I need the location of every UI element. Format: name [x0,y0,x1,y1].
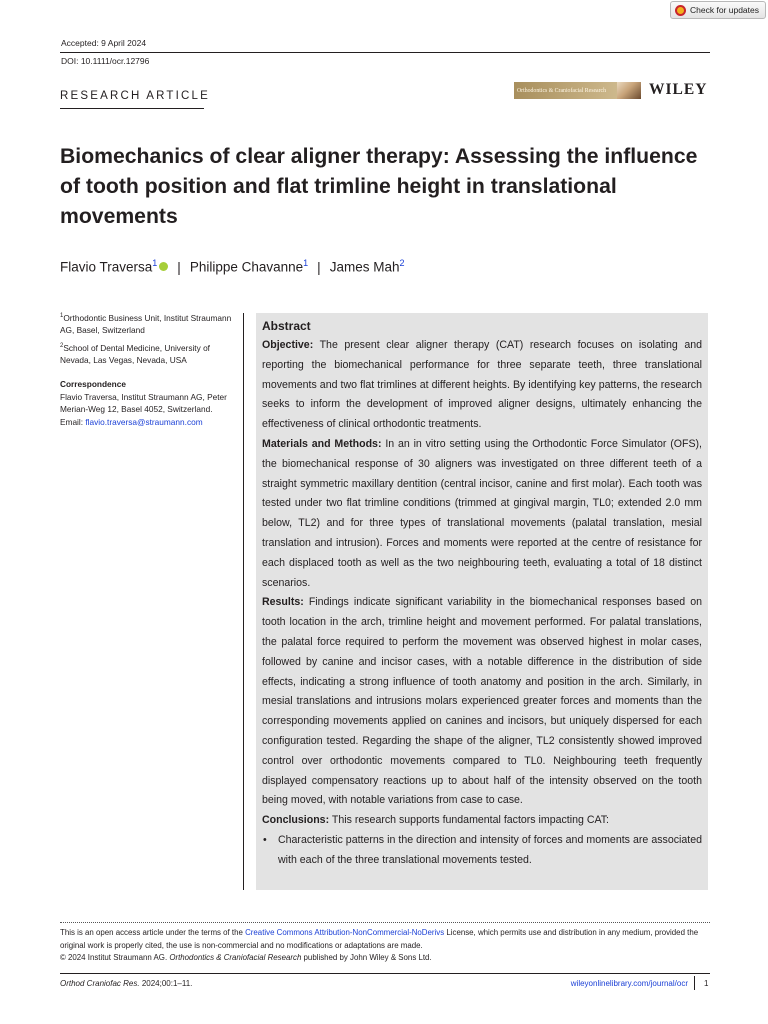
affiliation-text: School of Dental Medicine, University of Nevada, Las Vegas, Nevada, USA [60,342,210,366]
abstract-divider [243,313,244,890]
affiliation-text: Orthodontic Business Unit, Institut Straumann AG, Basel, Switzerland [60,312,232,336]
publisher-logo: WILEY [649,81,708,98]
conclusions-text: This research supports fundamental factors impacting CAT: [331,814,610,827]
header-divider [60,52,710,53]
journal-banner-text: Orthodontics & Craniofacial Research [514,82,617,99]
abstract-conclusions [262,811,702,831]
section-underline [60,108,204,109]
journal-banner-logo [514,82,641,99]
correspondence [60,378,232,428]
article-title: Biomechanics of clear aligner therapy: Assessing the influence of tooth position and flat trimline height in translational movements [60,145,698,228]
license-notice [60,927,710,965]
abstract-methods [262,435,702,593]
conclusion-bullet: • Characteristic patterns in the direction and intensity of forces and moments are associated with each of the three translational movements tested. [262,831,702,871]
footer-divider [60,973,710,974]
correspondence-address: Flavio Traversa, Institut Straumann AG, Peter Merian-Weg 12, Basel 4052, Switzerland. [60,391,227,414]
license-divider [60,922,710,923]
author-name[interactable]: Philippe Chavanne [189,259,304,275]
license-text-post: License, which permits use and distribution in any medium, provided the original work is properly cited, the use is non-commercial and no modifications or adaptations are made. [60,928,699,950]
citation-journal: Orthod Craniofac Res. [60,979,140,988]
copyright-journal: Orthodontics & Craniofacial Research [169,953,302,962]
affiliation [60,340,232,367]
abstract-heading: Abstract [262,319,311,333]
orcid-icon[interactable] [159,262,168,271]
author-name[interactable]: James Mah [329,259,400,275]
footer-separator [694,976,695,990]
abstract-box [256,313,708,890]
affiliation-sup: 1 [60,313,64,319]
journal-banner-photo [617,82,641,99]
journal-url-link[interactable]: wileyonlinelibrary.com/journal/ocr [570,979,688,988]
methods-label: Materials and Methods: [262,437,382,450]
author-affiliation-sup[interactable]: 2 [399,258,405,268]
citation-details: 2024;00:1–11. [139,979,193,988]
abstract-objective [262,336,702,435]
section-label: RESEARCH ARTICLE [60,90,211,102]
crossmark-icon [675,5,686,16]
license-link[interactable]: Creative Commons Attribution-NonCommercial-NoDerivs [245,928,445,937]
author-name[interactable]: Flavio Traversa [60,259,153,275]
results-text: Findings indicate significant variability in the biomechanical responses based on tooth location in the arch, trimline height and movement performed. For palatal translations, the palatal force required to perform the movement was observed highest in molar cases, followed by canine and incisor cases, with a notable difference in the distribution of side effects, indicating a strong influence of tooth anatomy and position in the arch. Similarly, in mesial translations and intrusions molars experienced greater forces and moments than the corresponding movements applied on canines and incisors, but uniquely dispersed for each configuration tested. Regarding the shape of the aligner, TL2 consistently showed improved control over orthodontic movements compared to TL0. Neighbouring teeth frequently displayed compensatory reactions up to about half of the intensity observed on the tooth being moved, with notable variations from case to case. [262,596,702,807]
copyright-post: published by John Wiley & Sons Ltd. [301,953,432,962]
author-affiliation-sup[interactable]: 1 [152,258,158,268]
abstract-results [262,593,702,811]
license-text-pre: This is an open access article under the terms of the [60,928,246,937]
objective-label: Objective: [262,339,314,351]
author-list [60,258,404,275]
doi: DOI: 10.1111/ocr.12796 [61,56,150,66]
check-for-updates-button[interactable] [670,1,766,19]
page-number: 1 [704,979,709,988]
copyright-pre: © 2024 Institut Straumann AG. [60,953,170,962]
citation [60,979,192,988]
email-label: Email: [60,416,84,427]
author-affiliation-sup[interactable]: 1 [303,258,309,268]
author-separator: | [317,259,321,275]
methods-text: In an in vitro setting using the Orthodontic Force Simulator (OFS), the biomechanical response of 30 aligners was investigated on three different teeth of a straight symmetric maxillary dentition (central incisor, canine and first molar). Each tooth was tested under two flat trimline conditions (trimmed at gingival margin, TL0; extended 2.0 mm below, TL2) and for three types of translational movements (palatal translation, mesial translation and intrusion). Forces and moments were reported at the centre of resistance for each displaced tooth as well as the two neighbouring teeth, evaluating a total of 18 distinct scenarios. [262,437,702,589]
conclusions-label: Conclusions: [262,814,330,827]
affiliation-sup: 2 [60,343,64,349]
author-separator: | [177,259,181,275]
affiliation [60,310,232,337]
accepted-date: Accepted: 9 April 2024 [61,38,147,48]
email-link[interactable]: flavio.traversa@straumann.com [85,416,203,427]
check-for-updates-label: Check for updates [690,5,759,15]
objective-text: The present clear aligner therapy (CAT) research focuses on isolating and reporting the biomechanical performance for three separate teeth, three translational movements and two flat trimlines at different heights. By identifying key patterns, the research seeks to inform the development of improved aligner designs, ultimately enhancing the effectiveness of clinical orthodontic treatments. [262,339,702,431]
results-label: Results: [262,596,304,609]
correspondence-heading: Correspondence [60,379,126,389]
